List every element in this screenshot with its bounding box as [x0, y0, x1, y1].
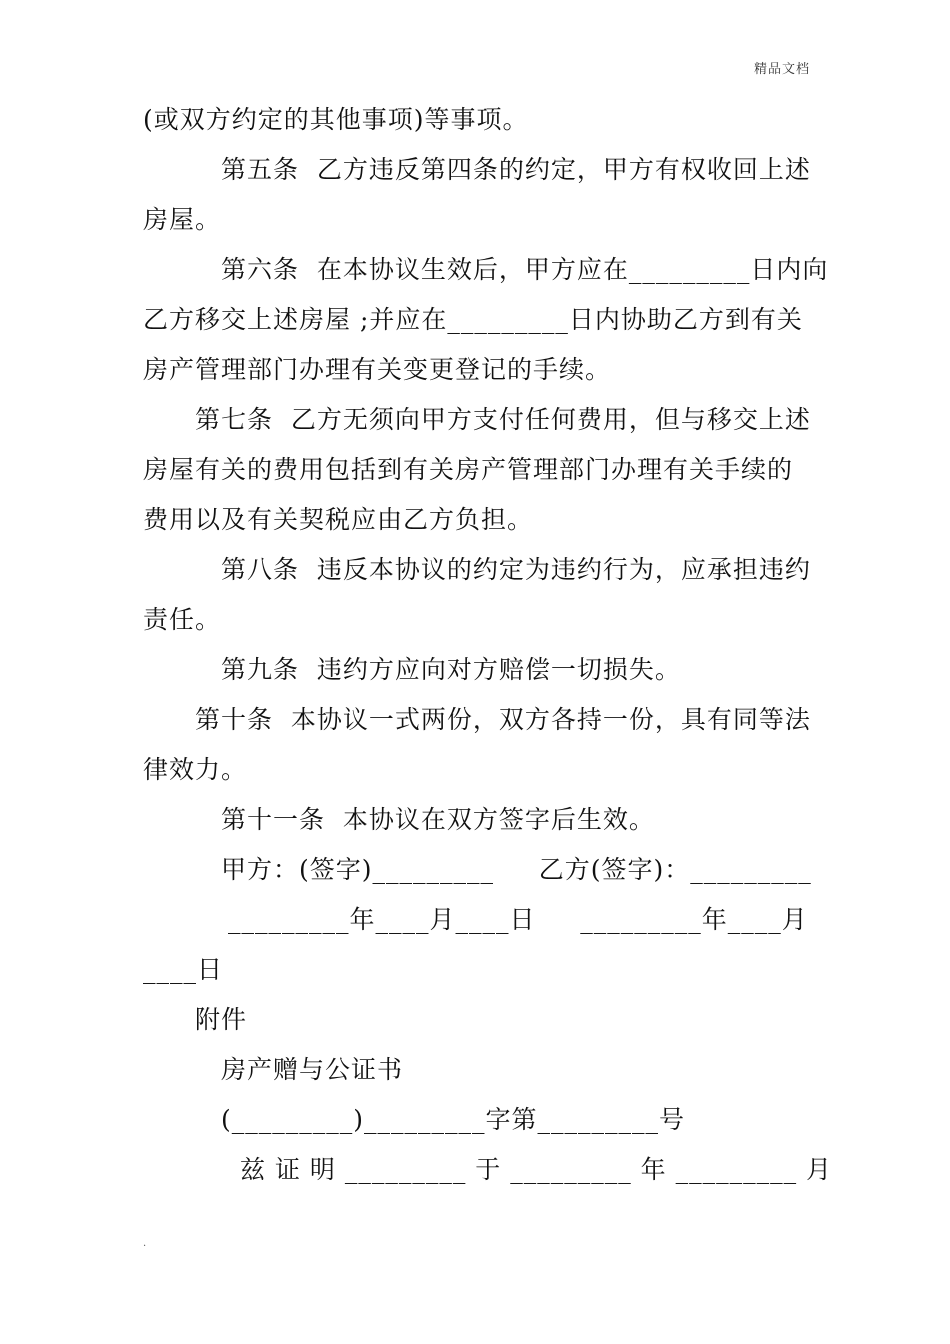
- date-line: _________年____月____日 _________年____月: [228, 905, 808, 934]
- certificate-number-line: (_________)_________字第_________号: [221, 1105, 686, 1134]
- article-6-line: 第六条 在本协议生效后，甲方应在_________日内向: [221, 255, 829, 284]
- text-line: 律效力。: [143, 755, 248, 784]
- article-7-line: 第七条 乙方无须向甲方支付任何费用，但与移交上述: [195, 405, 811, 434]
- article-5-line: 第五条 乙方违反第四条的约定，甲方有权收回上述: [221, 155, 811, 184]
- article-8-line: 第八条 违反本协议的约定为违约行为，应承担违约: [221, 555, 811, 584]
- text-line: ____日: [143, 955, 224, 984]
- article-10-line: 第十条 本协议一式两份，双方各持一份，具有同等法: [195, 705, 811, 734]
- text-line: 乙方移交上述房屋 ;并应在_________日内协助乙方到有关: [143, 305, 803, 334]
- article-11-line: 第十一条 本协议在双方签字后生效。: [221, 805, 655, 834]
- footer-dot: .: [143, 1238, 147, 1249]
- article-9-line: 第九条 违约方应向对方赔偿一切损失。: [221, 655, 681, 684]
- header-watermark: 精品文档: [753, 62, 810, 77]
- text-line: 房屋有关的费用包括到有关房产管理部门办理有关手续的: [143, 455, 794, 484]
- attachment-heading: 附件: [195, 1005, 248, 1034]
- text-line: 房屋。: [143, 205, 222, 234]
- text-line: 责任。: [143, 605, 222, 634]
- text-line: (或双方约定的其他事项)等事项。: [143, 105, 529, 134]
- certificate-title: 房产赠与公证书: [221, 1055, 404, 1084]
- signature-line: 甲方：(签字)_________ 乙方(签字)：_________: [221, 855, 812, 884]
- text-line: 费用以及有关契税应由乙方负担。: [143, 505, 534, 534]
- text-line: 房产管理部门办理有关变更登记的手续。: [143, 355, 612, 384]
- certificate-body-line: 兹 证 明 _________ 于 _________ 年 _________ 月: [240, 1155, 833, 1184]
